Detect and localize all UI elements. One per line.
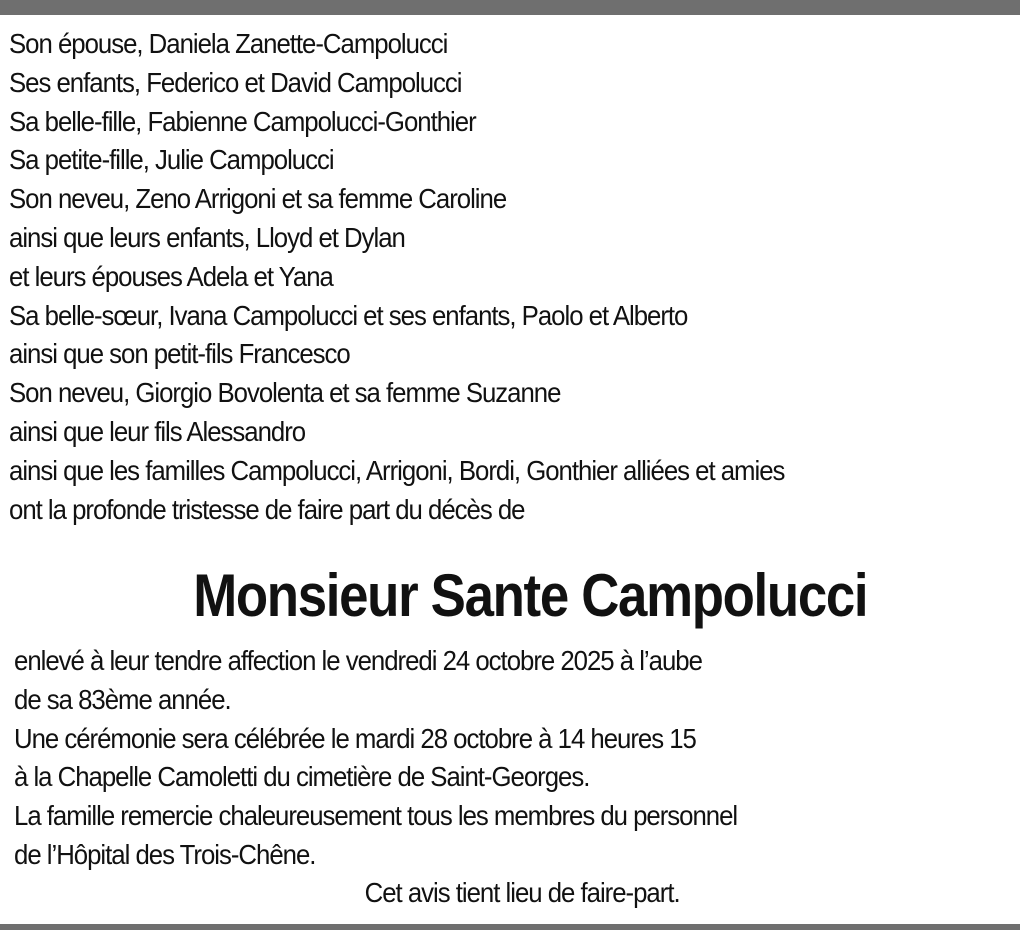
family-line: Son neveu, Giorgio Bovolenta et sa femme Suzanne	[9, 377, 561, 409]
detail-line: enlevé à leur tendre affection le vendredi 24 octobre 2025 à l’aube	[14, 645, 702, 676]
deceased-name-text: Monsieur Sante Campolucci	[193, 562, 868, 629]
detail-line: Une cérémonie sera célébrée le mardi 28 octobre à 14 heures 15	[14, 722, 696, 754]
closing-note	[0, 874, 1020, 912]
family-announcement-block	[9, 25, 1014, 529]
closing-note-text: Cet avis tient lieu de faire-part.	[364, 877, 680, 908]
family-line: Son neveu, Zeno Arrigoni et sa femme Caroline	[9, 183, 507, 215]
family-line: ont la profonde tristesse de faire part du décès de	[9, 493, 525, 525]
family-line: Sa belle-fille, Fabienne Campolucci-Gonthier	[9, 105, 476, 137]
detail-line: de l’Hôpital des Trois-Chêne.	[14, 838, 316, 870]
family-line: ainsi que son petit-fils Francesco	[9, 338, 350, 370]
family-line: ainsi que les familles Campolucci, Arrigoni, Bordi, Gonthier alliées et amies	[9, 454, 785, 486]
family-line: Sa petite-fille, Julie Campolucci	[9, 144, 334, 176]
family-line: ainsi que leurs enfants, Lloyd et Dylan	[9, 221, 405, 253]
detail-line: de sa 83ème année.	[14, 683, 231, 715]
family-line: Sa belle-sœur, Ivana Campolucci et ses enfants, Paolo et Alberto	[9, 299, 688, 331]
deceased-name-heading	[0, 556, 1020, 636]
family-line: Ses enfants, Federico et David Campolucci	[9, 66, 462, 98]
detail-line: à la Chapelle Camoletti du cimetière de Saint-Georges.	[14, 761, 590, 793]
bottom-border-rule	[0, 924, 1020, 930]
detail-line: La famille remercie chaleureusement tous les membres du personnel	[14, 800, 738, 832]
top-border-rule	[0, 0, 1020, 15]
family-line: et leurs épouses Adela et Yana	[9, 260, 333, 292]
ceremony-details-block	[14, 642, 1014, 875]
family-line: ainsi que leur fils Alessandro	[9, 415, 306, 447]
family-line: Son épouse, Daniela Zanette-Campolucci	[9, 28, 448, 59]
